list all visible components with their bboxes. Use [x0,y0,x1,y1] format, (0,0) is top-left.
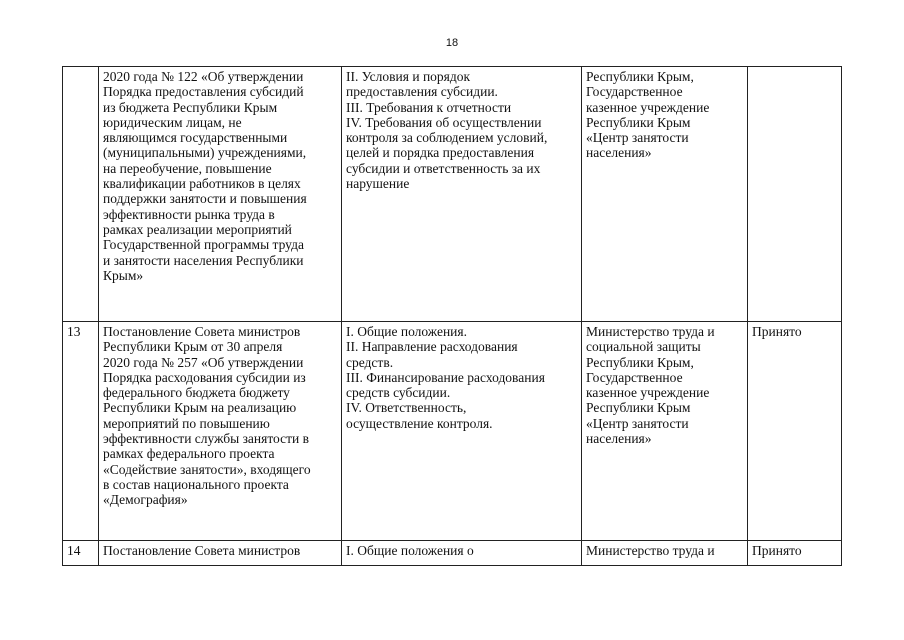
section-line: целей и порядка предоставления [346,145,535,161]
responsible-org-cell [582,67,748,322]
document-title-line: Крым» [103,267,144,283]
section-line: II. Условия и порядок [346,69,471,84]
document-title-line: являющимся государственными [103,130,288,146]
row-number-cell [63,67,99,322]
section-line: осуществление контроля. [346,415,493,431]
section-line: субсидии и ответственность за их [346,160,541,176]
document-title-line: эффективности рынка труда в [103,206,275,222]
document-title-line: поддержки занятости и повышения [103,191,307,207]
document-title-cell [99,67,342,322]
document-title-line: мероприятий по повышению [103,415,270,431]
table-row [63,67,842,322]
section-line: предоставления субсидии. [346,84,498,100]
document-title-line: в состав национального проекта [103,476,289,492]
org-line: населения» [586,431,652,447]
responsible-org-cell [582,322,748,541]
document-title-line: на переобучение, повышение [103,160,272,176]
org-line: Республики Крым, [586,354,694,370]
section-line: III. Финансирование расходования [346,369,545,385]
section-line: II. Направление расходования [346,339,518,355]
table-row [63,322,842,541]
status-cell [748,541,842,566]
org-line: Министерство труда и [586,324,715,339]
document-title-line: Порядка предоставления субсидий [103,84,304,100]
document-title-line: (муниципальными) учреждениями, [103,145,307,161]
document-title-cell [99,541,342,566]
sections-cell [342,322,582,541]
org-line: Министерство труда и [586,543,715,558]
document-title-line: Порядка расходования субсидии из [103,369,306,385]
section-line: контроля за соблюдением условий, [346,130,548,146]
section-line: IV. Требования об осуществлении [346,114,542,130]
document-title-line: «Содействие занятости», входящего [103,461,311,477]
org-line: «Центр занятости [586,415,689,431]
status-cell [748,322,842,541]
sections-cell [342,67,582,322]
status-text: Принято [752,324,802,339]
org-line: Государственное [586,369,683,385]
section-line: I. Общие положения о [346,543,474,558]
row-number: 14 [67,543,81,558]
section-line: средств субсидии. [346,385,451,401]
documents-table [62,66,842,566]
status-cell [748,67,842,322]
document-title-line: рамках реализации мероприятий [103,221,292,237]
org-line: Республики Крым, [586,69,694,84]
document-title-line: Республики Крым на реализацию [103,400,297,416]
document-title-line: «Демография» [103,492,188,508]
org-line: казенное учреждение [586,385,710,401]
responsible-org-cell [582,541,748,566]
org-line: Республики Крым [586,400,691,416]
document-title-line: Постановление Совета министров [103,324,301,339]
page-number: 18 [445,37,459,49]
document-title-line: 2020 года № 122 «Об утверждении [103,69,304,84]
document-title-line: Республики Крым от 30 апреля [103,339,283,355]
document-title-line: 2020 года № 257 «Об утверждении [103,354,304,370]
row-number-cell [63,322,99,541]
section-line: I. Общие положения. [346,324,467,339]
document-title-cell [99,322,342,541]
section-line: нарушение [346,176,410,192]
sections-cell [342,541,582,566]
section-line: IV. Ответственность, [346,400,467,416]
document-title-line: эффективности службы занятости в [103,431,310,447]
document-title-line: Государственной программы труда [103,237,304,253]
org-line: «Центр занятости [586,130,689,146]
row-number-cell [63,541,99,566]
section-line: III. Требования к отчетности [346,99,512,115]
document-title-line: из бюджета Республики Крым [103,99,278,115]
org-line: социальной защиты [586,339,701,355]
table-row [63,541,842,566]
document-title-line: квалификации работников в целях [103,176,301,192]
org-line: казенное учреждение [586,99,710,115]
document-title-line: рамках федерального проекта [103,446,275,462]
document-title-line: федерального бюджета бюджету [103,385,290,401]
row-number: 13 [67,324,81,339]
document-title-line: Постановление Совета министров [103,543,301,558]
org-line: Республики Крым [586,114,691,130]
org-line: населения» [586,145,652,161]
org-line: Государственное [586,84,683,100]
section-line: средств. [346,354,394,370]
document-title-line: юридическим лицам, не [103,114,242,130]
document-title-line: и занятости населения Республики [103,252,304,268]
status-text: Принято [752,543,802,558]
